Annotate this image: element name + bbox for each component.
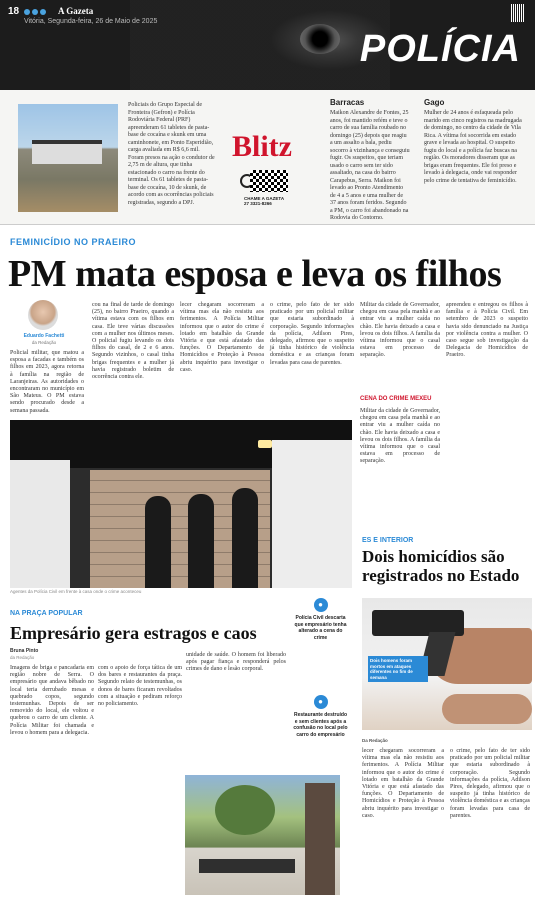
- qr-label-line2: 27 3321-8266: [244, 201, 272, 206]
- left-col3: unidade de saúde. O homem foi liberado após pagar fiança e responderá pelos crimes de dano e lesão corporal.: [186, 652, 286, 673]
- main-col1: Policial militar, que matou a esposa a facadas e também os filhos em 2023, agora retorna à família na região de Laranjeiras. As autoridades o encontraram no município em São Mateus. O PM estava sendo procurado desde a semana passada.: [10, 350, 84, 414]
- section-header: [0, 0, 535, 90]
- main-headline: PM mata esposa e leva os filhos: [8, 253, 502, 295]
- camera-icon: ●: [314, 598, 328, 612]
- right-author: Da Redação: [362, 738, 388, 743]
- camera-icon: ●: [314, 695, 328, 709]
- blitz-col1: Policiais do Grupo Especial de Fronteira (Gefron) e Polícia Rodoviária Federal (PRF) apreenderam 61 tabletes de pasta-base de cocaína e skunk em uma caminhonete, em Ponto Esperidião, carga avaliada em R$ 6,6 mil. Foram presos na ação o condutor de 2,75 m de altura, que tinha estacionado o carro na frente do terminal. Os 61 tabletes de pasta-base de cocaína, 10 de skunk, de acordo com as ocorrências policiais registradas, segundo a DPJ.: [128, 102, 215, 206]
- right-kicker: ES E INTERIOR: [362, 537, 414, 544]
- sidebox-1: [293, 598, 348, 688]
- red-subhead: CENA DO CRIME MEXEU: [360, 396, 432, 402]
- photo-tag: Dois homens foram mortos em ataques diferentes no fim de semana: [368, 656, 428, 682]
- main-col6: apreendeu e entregou os filhos à família e à Polícia Civil. Em setembro de 2023 o suspeito havia sido denunciado na Justiça por violência contra a mulher. O caso segue sob investigação da Delegacia de Homicídios de Praeiro.: [446, 302, 528, 359]
- blitz-col3-head: Gago: [424, 98, 445, 107]
- dateline: Vitória, Segunda-feira, 26 de Maio de 2025: [24, 18, 158, 25]
- main-kicker: FEMINICÍDIO NO PRAEIRO: [10, 237, 137, 247]
- sidebox-2: [293, 695, 348, 765]
- agent-figure: [188, 494, 214, 588]
- left-role: da Redação: [10, 655, 35, 660]
- section-title: POLÍCIA: [359, 28, 521, 70]
- left-col1: Imagens de briga e pancadaria em região nobre de Serra. O empresário que andava bêbado no local teria derrubado mesas e quebrado copos, segundo testemunhas. Depois de ser removido do local, ele voltou e quebrou o carro de um cliente. A Polícia Militar foi chamada e levou o homem para a delegacia.: [10, 665, 94, 736]
- qr-label-line1: CHAME A GAZETA: [244, 196, 285, 201]
- agent-figure: [145, 496, 171, 588]
- left-headline: Empresário gera estragos e caos: [10, 623, 257, 643]
- brand-dots: [24, 6, 48, 16]
- qr-label: [244, 196, 284, 206]
- main-photo: [10, 420, 352, 588]
- main-col2: cou na final de tarde de domingo (25), no bairro Praeiro, quando a vítima estava com os filhos em casa. Ele teve várias discussões com a mulher nos últimos meses. O policial fugiu levando os dois filhos do casal, de 2 e 6 anos. Segundo vizinhos, o casal tinha brigas frequentes e a mulher já havia registrado boletim de ocorrência contra ele.: [92, 302, 174, 381]
- author-name: Eduardo Fachetti: [23, 333, 65, 339]
- left-col2: com o apoio de força tática de um dos bares e restaurantes da praça. Segundo relato de testemunhas, os donos de bares ficaram revoltados com a situação e pediram reforço no policiamento.: [98, 665, 182, 708]
- photo-caption: Agentes da Polícia Civil em frente à casa onde o crime aconteceu: [10, 589, 142, 594]
- sidebox-1-text: Polícia Civil descarta que empresário tenha alterado a cena do crime: [294, 615, 347, 641]
- newspaper-name: A Gazeta: [58, 6, 94, 16]
- main-col5b: Militar da cidade de Governador, chegou em casa pela manhã e ao entrar viu a mulher caída no chão. Ele havia deixado a casa e levou os dois filhos. A família da vítima informou que o casal estava em processo de separação.: [360, 408, 440, 465]
- author-avatar: [28, 300, 58, 330]
- hand-shape: [442, 694, 532, 724]
- main-col3: lecer chegaram socorreram a vítima mas ela não resistiu aos ferimentos. A Polícia Militar informou que o autor do crime é lotado em batalhão da Grande Vitória e que está afastado das funções. O Departamento de Homicídios e Proteção à Pessoa abriu inquérito para investigar o caso.: [180, 302, 264, 373]
- blitz-col3: Mulher de 24 anos é esfaqueada pelo marido em cinco registros na madrugada de domingo, no centro da cidade de Vila Rica. A vítima foi socorrida em estado grave e levada ao hospital. O suspeito fugiu do local e a polícia faz buscas na região. Os moradores disseram que as brigas eram frequentes. Ele foi preso e levado à delegacia, onde vai responder pelo crime de tentativa de feminicídio.: [424, 110, 522, 184]
- main-col4: o crime, pelo fato de ter sido praticado por um policial militar que estaria subordinado à corporação. Segundo informações da polícia, Adilson Pires, delegado, afirmou que o suspeito já tinha histórico de violência doméstica e as crianças foram levadas para casa de parentes.: [270, 302, 354, 366]
- agent-figure: [232, 488, 258, 588]
- header-eye-image: [130, 0, 390, 90]
- right-col1: lecer chegaram socorreram a vítima mas ela não resistiu aos ferimentos. A Polícia Militar informou que o autor do crime é lotado em batalhão da Grande Vitória e que está afastado das funções. O Departamento de Homicídios e Proteção à Pessoa abriu inquérito para investigar o caso.: [362, 748, 444, 819]
- barcode-icon: [511, 4, 525, 22]
- qr-code-icon: [250, 170, 288, 192]
- left-kicker: NA PRAÇA POPULAR: [10, 610, 83, 617]
- gun-photo: [362, 598, 532, 730]
- header-eye-pupil: [300, 24, 340, 54]
- blitz-logo: Blitz: [232, 130, 292, 163]
- blitz-photo: [18, 104, 118, 212]
- author-role: da Redação: [31, 340, 57, 345]
- right-headline: Dois homicídios são registrados no Estado: [362, 547, 520, 585]
- page-number: 18: [8, 6, 20, 17]
- sidebox-2-text: Restaurante destruído e sem clientes após a confusão no local pelo carro do empresário: [293, 712, 348, 738]
- blitz-col2-head: Barracas: [330, 98, 365, 107]
- main-col5: Militar da cidade de Governador, chegou em casa pela manhã e ao entrar viu a mulher caída no chão. Ele havia deixado a casa e levou os dois filhos. A família da vítima informou que o casal estava em processo de separação.: [360, 302, 440, 359]
- restaurant-photo: [185, 775, 340, 895]
- right-col2: o crime, pelo fato de ter sido praticado por um policial militar que estaria subordinado à corporação. Segundo informações da polícia, Adilson Pires, delegado, afirmou que o suspeito já tinha histórico de violência doméstica e as crianças foram levadas para casa de parentes.: [450, 748, 530, 819]
- blitz-col2: Maikon Alexandre de Fontes, 25 anos, foi mantido refém e teve o carro de sua família roubado no domingo (25) depois que reagiu a um assalto a bala, pediu socorro à vizinhança e conseguiu fugir. Os suspeitos, que teriam usado o carro sem ter sido assaltado, na casa do bairro Carapebus, Serra. Maikon foi levado ao Pronto Atendimento de 4 a 5 anos e uma mulher de 37 anos foram feridos. Segundo a PM, o carro foi abandonado na Rodovia do Contorno.: [330, 110, 410, 221]
- left-author: Bruna Pinto: [10, 648, 39, 654]
